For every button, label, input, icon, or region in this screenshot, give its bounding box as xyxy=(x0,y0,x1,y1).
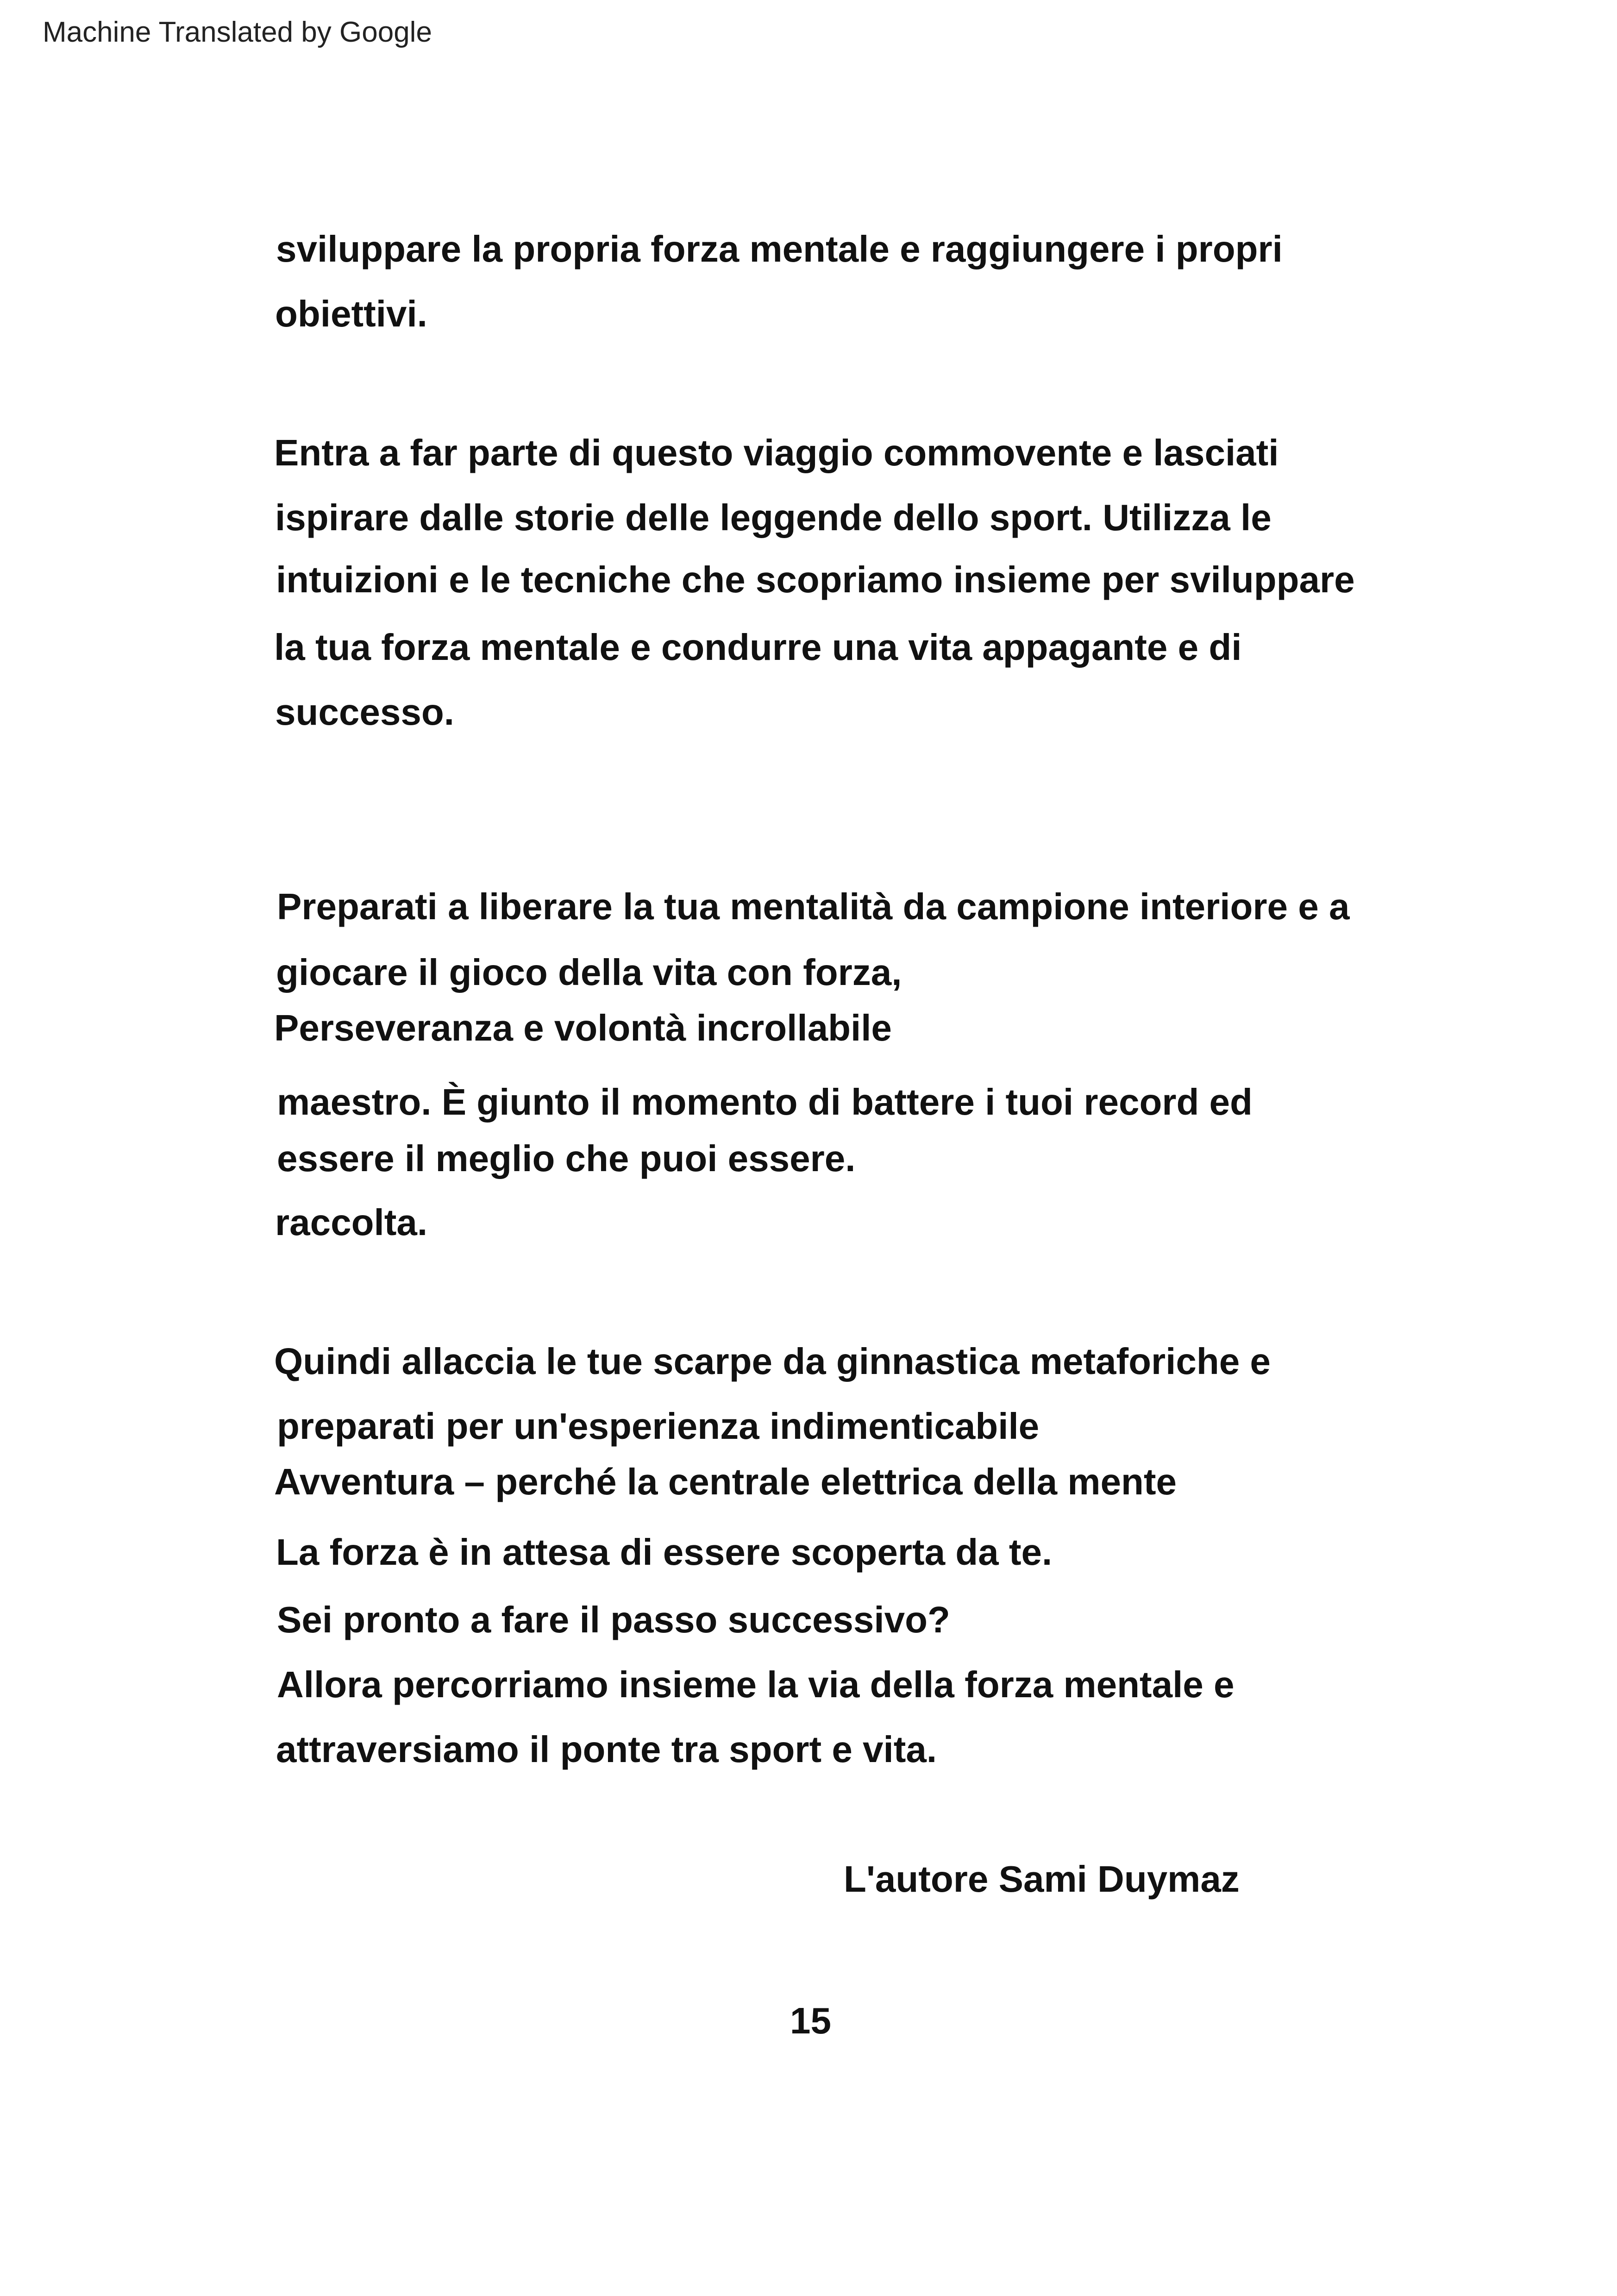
text-line: Quindi allaccia le tue scarpe da ginnastica metaforiche e xyxy=(274,1341,1271,1382)
text-line: preparati per un'esperienza indimenticabile xyxy=(277,1405,1040,1447)
text-line: giocare il gioco della vita con forza, xyxy=(276,952,902,993)
text-line: Sei pronto a fare il passo successivo? xyxy=(277,1599,950,1640)
text-line: ispirare dalle storie delle leggende dello sport. Utilizza le xyxy=(275,497,1272,538)
text-line: Allora percorriamo insieme la via della forza mentale e xyxy=(277,1664,1235,1705)
text-line: Entra a far parte di questo viaggio commovente e lasciati xyxy=(274,432,1279,473)
text-line: obiettivi. xyxy=(275,293,427,334)
text-line: raccolta. xyxy=(275,1202,428,1243)
page-number: 15 xyxy=(790,2000,831,2041)
text-line: essere il meglio che puoi essere. xyxy=(277,1138,856,1179)
author-signature: L'autore Sami Duymaz xyxy=(844,1858,1240,1900)
machine-translation-note: Machine Translated by Google xyxy=(43,16,432,48)
text-line: successo. xyxy=(275,691,454,733)
text-line: maestro. È giunto il momento di battere i tuoi record ed xyxy=(277,1081,1253,1123)
text-line: intuizioni e le tecniche che scopriamo insieme per sviluppare xyxy=(276,559,1355,600)
text-line: Avventura – perché la centrale elettrica della mente xyxy=(274,1461,1177,1502)
text-line: la tua forza mentale e condurre una vita appagante e di xyxy=(274,627,1242,668)
text-line: sviluppare la propria forza mentale e raggiungere i propri xyxy=(276,228,1283,270)
text-line: La forza è in attesa di essere scoperta da te. xyxy=(276,1531,1053,1573)
text-line: Preparati a liberare la tua mentalità da campione interiore e a xyxy=(277,886,1350,927)
text-line: Perseveranza e volontà incrollabile xyxy=(274,1007,892,1048)
text-line: attraversiamo il ponte tra sport e vita. xyxy=(276,1729,937,1770)
